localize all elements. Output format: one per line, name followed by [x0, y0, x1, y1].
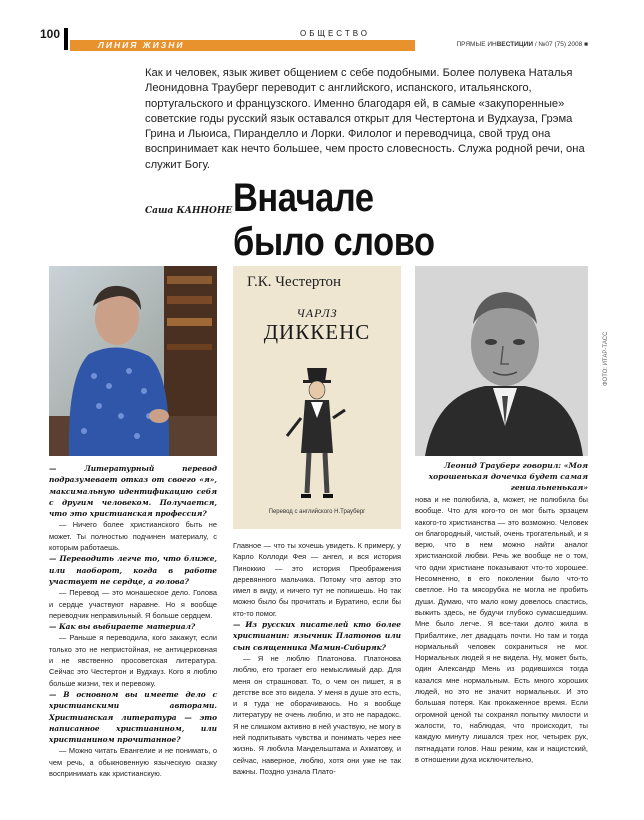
paragraph: Главное — что ты хочешь увидеть. К примеру, у Карло Коллоди Фея — ангел, и вся история Пиноккио — это история Преображения деревянного мальчика. Потому что автор это имел в виду, и ничего тут не попишешь. Но так можно было бы прочитать и Буратино, если бы кто-то помог.	[233, 541, 401, 618]
text-column-3	[415, 494, 588, 765]
answer: — Я не люблю Платонова. Платонова люблю, его трогает его немыслимый дар. Для меня он страшноват. То, о чем он пишет, я в детстве все это видела. У меня в душе это есть, и я туда не оборачиваюсь. Но я вообще литературу не очень люблю, и это не парадокс. Я не слишком активно в ней участвую, не могу в ней подпитывать чувства и понимать через нее жизнь. Я любила Мандельштама и Ахматову, и сейчас, наверное, люблю, хотя они уже не так важны. Поздно узнала Плато-	[233, 653, 401, 776]
masthead-issue: / №07 (75) 2008 ■	[533, 41, 588, 48]
author-byline: Саша КАННОНЕ	[145, 206, 233, 216]
masthead-prefix: ПРЯМЫЕ ИН	[456, 41, 497, 48]
answer: — Можно читать Евангелие и не понимать, о чем речь, а обыкновенную языческую сказку воспринимать как христианскую.	[49, 746, 217, 779]
book-illustration	[277, 358, 357, 513]
book-author: Г.К. Честертон	[247, 274, 342, 290]
photo-father-portrait	[415, 266, 588, 456]
masthead	[400, 41, 588, 48]
book-title-line-2: ДИККЕНС	[263, 320, 371, 344]
question: — Переводить легче то, что ближе, или наоборот, когда в работе участвует не сердце, а голова?	[49, 554, 217, 586]
book-title-line-1: ЧАРЛЗ	[296, 306, 338, 320]
headline-line-1: Вначале	[233, 176, 374, 220]
text-column-2	[233, 540, 401, 777]
answer: — Раньше я переводила, кого закажут, если только это не непристойная, не антицерковная и не явственно просоветская литература. Сейчас это Честертон и Вудхауз. Кого я люблю больше жизни, тех и перевожу.	[49, 633, 217, 688]
question: — Как вы выбираете материал?	[49, 622, 196, 632]
photo-credit: ФОТО: ИТАР-ТАСС	[603, 331, 609, 386]
section-bar	[70, 40, 415, 51]
father-portrait-image	[415, 266, 588, 456]
paragraph: нова и не полюбила, а, может, не полюбила бы вообще. Что для кого-то он мог быть эрзацем какого-то христианства — это возможно. Человек он благородный, чистый, очень трогательный, и я верю, что в нем можно найти аналог христианской любви. Речь же вообще не о том, что одни христиане показывают что-то хорошее. Несомненно, в его поколении было что-то светлое. Но та мясорубка не могла не пробить души. Думаю, что мало кому довелось спастись, выжить здесь, не будучи глубоко сумасшедшим. Мне было легче. Я все-таки долго жила в Прибалтике, лет двадцать почти. Но там и тогда нормальный человек сохраниться не мог. Нормальных людей я не видела. Ну, может быть, один Александр Мень из родившихся тогда казался мне нормальным. Есть много хороших людей, но это не значит нормальных. И это большая потеря. Как прокаженное время. Если огромной ценой ты сохранял попытку милости и жалости, то, наблюдая, что происходит, ты каждую минуту лишался трех ног, четырех рук, пятнадцати голов. Наш режим, как и нацистский, в отношении духа исключительно,	[415, 495, 588, 764]
photo-translator-portrait	[49, 266, 217, 456]
header-divider	[64, 28, 68, 50]
article-lead: Как и человек, язык живет общением с себе подобными. Более полувека Наталья Леонидовна Трауберг переводит с английского, испанского, итальянского, португальского и французского. Именно благодаря ей, в самые «закупоренные» советские годы русский язык оставался открыт для Честертона и Вудхауза, Грэма Грина и Льюиса, Пиранделло и Лорки. Филолог и переводчица, свой труд она воспринимает как нечто большее, чем просто словесность. Служа родной речи, она служит Богу.	[145, 67, 585, 171]
book-cover	[233, 266, 401, 529]
masthead-bold: ВЕСТИЦИИ	[496, 41, 534, 48]
headline	[233, 176, 435, 264]
rubric-label: ОБЩЕСТВО	[300, 29, 370, 38]
photo-caption: Леонид Трауберг говорил: «Моя хорошенькая дочечка будет самая гениальненькая»	[428, 461, 588, 492]
portrait-image	[49, 266, 217, 456]
answer: — Ничего более христианского быть не может. Ты полностью подчинен материалу, с которым работаешь.	[49, 520, 217, 553]
book-translator: Перевод с английского Н.Трауберг	[268, 509, 366, 515]
question: — Литературный перевод подразумевает отказ от своего «я», максимальную идентификацию себя с другим человеком. Получается, что это христианская профессия?	[49, 464, 217, 519]
text-column-1	[49, 463, 217, 779]
question: — В основном вы имеете дело с христианскими авторами. Христианская литература — это написанное христианином, или христианином прочитанное?	[49, 689, 217, 745]
answer: — Перевод — это монашеское дело. Голова и сердце участвуют наравне. Но я вообще переводчик неправильный. Я больше сердцем.	[49, 588, 217, 620]
section-title: ЛИНИЯ ЖИЗНИ	[98, 40, 185, 50]
headline-line-2: было слово	[233, 220, 435, 264]
page-number: 100	[40, 27, 61, 41]
question: — Из русских писателей кто более христианин: язычник Платонов или сын священника Мамин-Сибиряк?	[233, 620, 401, 652]
